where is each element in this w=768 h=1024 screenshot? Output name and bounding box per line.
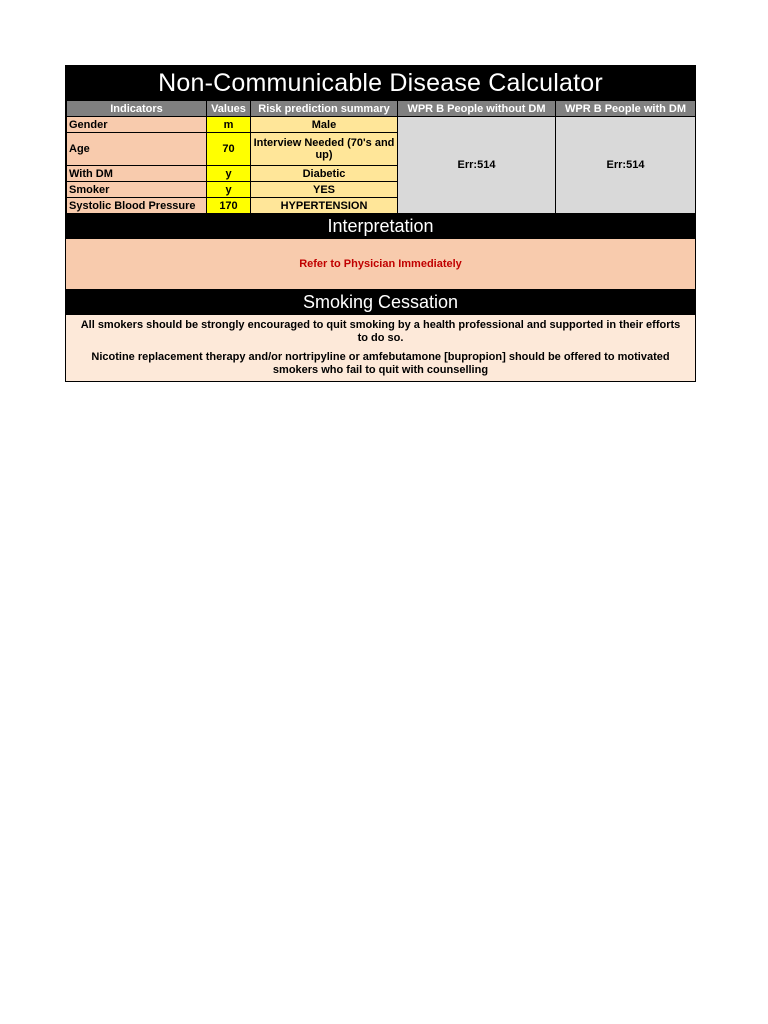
smoking-paragraph-1: All smokers should be strongly encouraged to quit smoking by a health professional and supported in their efforts to do so.	[80, 319, 681, 344]
smoking-paragraph-2: Nicotine replacement therapy and/or nortripyline or amfebutamone [bupropion] should be offered to motivated smokers who fail to quit with counselling	[91, 351, 670, 376]
smoking-cessation-heading: Smoking Cessation	[66, 290, 695, 315]
header-values: Values	[207, 101, 251, 117]
table-row	[67, 117, 696, 133]
interpretation-heading: Interpretation	[66, 214, 695, 239]
interpretation-text: Refer to Physician Immediately	[66, 239, 695, 290]
value-gender[interactable]: m	[207, 117, 251, 133]
indicator-table	[66, 100, 696, 214]
value-smoker[interactable]: y	[207, 182, 251, 198]
page-title: Non-Communicable Disease Calculator	[66, 66, 695, 100]
smoking-cessation-body	[66, 315, 695, 381]
value-age[interactable]: 70	[207, 133, 251, 166]
summary-gender: Male	[251, 117, 398, 133]
header-summary: Risk prediction summary	[251, 101, 398, 117]
summary-with-dm: Diabetic	[251, 166, 398, 182]
header-with-dm: WPR B People with DM	[556, 101, 696, 117]
calculator-sheet	[65, 65, 696, 382]
summary-systolic-bp: HYPERTENSION	[251, 198, 398, 214]
result-without-dm: Err:514	[398, 117, 556, 214]
value-systolic-bp[interactable]: 170	[207, 198, 251, 214]
indicator-gender: Gender	[67, 117, 207, 133]
value-with-dm[interactable]: y	[207, 166, 251, 182]
header-indicators: Indicators	[67, 101, 207, 117]
indicator-age: Age	[67, 133, 207, 166]
indicator-with-dm: With DM	[67, 166, 207, 182]
summary-age: Interview Needed (70's and up)	[251, 133, 398, 166]
summary-smoker: YES	[251, 182, 398, 198]
table-header-row	[67, 101, 696, 117]
result-with-dm: Err:514	[556, 117, 696, 214]
indicator-smoker: Smoker	[67, 182, 207, 198]
header-without-dm: WPR B People without DM	[398, 101, 556, 117]
indicator-systolic-bp: Systolic Blood Pressure	[67, 198, 207, 214]
